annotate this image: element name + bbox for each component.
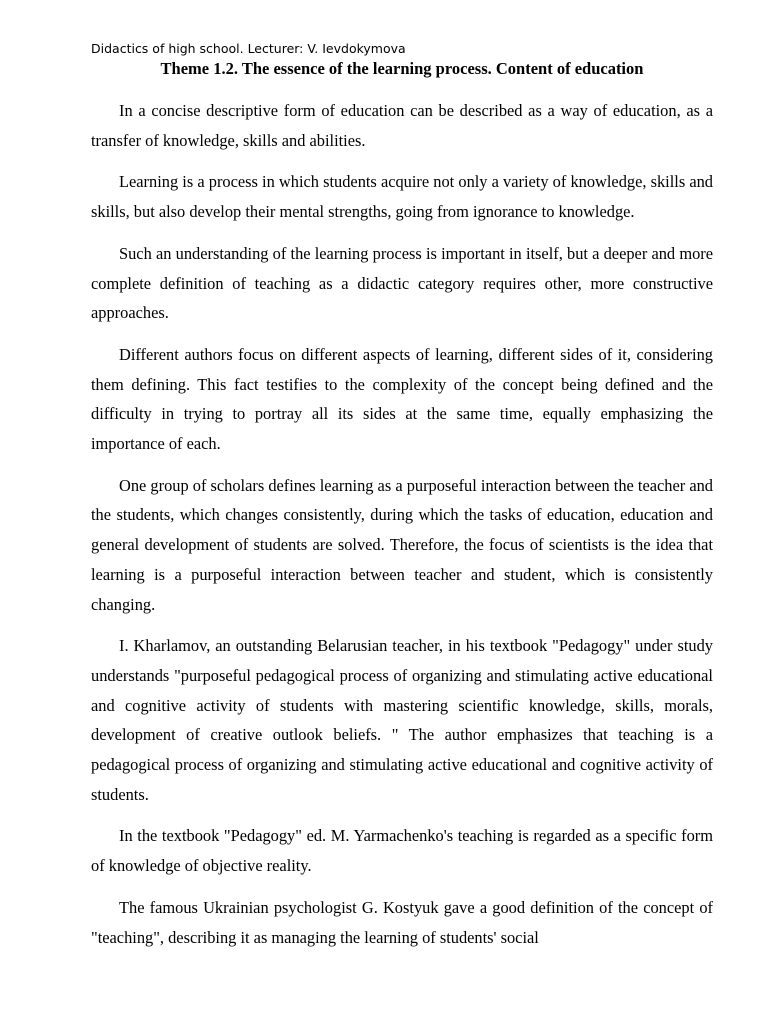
page-header: Didactics of high school. Lecturer: V. Ievdokymova bbox=[91, 41, 406, 56]
paragraph-4: Different authors focus on different aspects of learning, different sides of it, considering them defining. This fact testifies to the complexity of the concept being defined and the difficulty in trying to portray all its sides at the same time, equally emphasizing the importance of each. bbox=[91, 344, 713, 454]
document-title: Theme 1.2. The essence of the learning process. Content of education bbox=[160, 59, 644, 78]
paragraph-7: In the textbook "Pedagogy" ed. M. Yarmachenko's teaching is regarded as a specific form of knowledge of objective reality. bbox=[91, 826, 713, 876]
paragraph-2: Learning is a process in which students acquire not only a variety of knowledge, skills and skills, but also develop their mental strengths, going from ignorance to knowledge. bbox=[91, 172, 713, 222]
paragraph-3: Such an understanding of the learning process is important in itself, but a deeper and more complete definition of teaching as a didactic category requires other, more constructive approaches. bbox=[91, 243, 713, 323]
paragraph-1: In a concise descriptive form of education can be described as a way of education, as a transfer of knowledge, skills and abilities. bbox=[91, 101, 713, 150]
document-body bbox=[91, 96, 713, 964]
paragraph-8: The famous Ukrainian psychologist G. Kostyuk gave a good definition of the concept of "teaching", describing it as managing the learning of students' social bbox=[91, 897, 713, 947]
paragraph-5: One group of scholars defines learning as a purposeful interaction between the teacher and the students, which changes consistently, during which the tasks of education, education and general development of students are solved. Therefore, the focus of scientists is the idea that learning is a purposeful interaction between teacher and student, which is consistently changing. bbox=[91, 475, 713, 614]
paragraph-6: I. Kharlamov, an outstanding Belarusian teacher, in his textbook "Pedagogy" under study understands "purposeful pedagogical process of organizing and stimulating active educational and cognitive activity of students with mastering scientific knowledge, skills, morals, development of creative outlook beliefs. " The author emphasizes that teaching is a pedagogical process of organizing and stimulating active educational and cognitive activity of students. bbox=[91, 636, 713, 804]
